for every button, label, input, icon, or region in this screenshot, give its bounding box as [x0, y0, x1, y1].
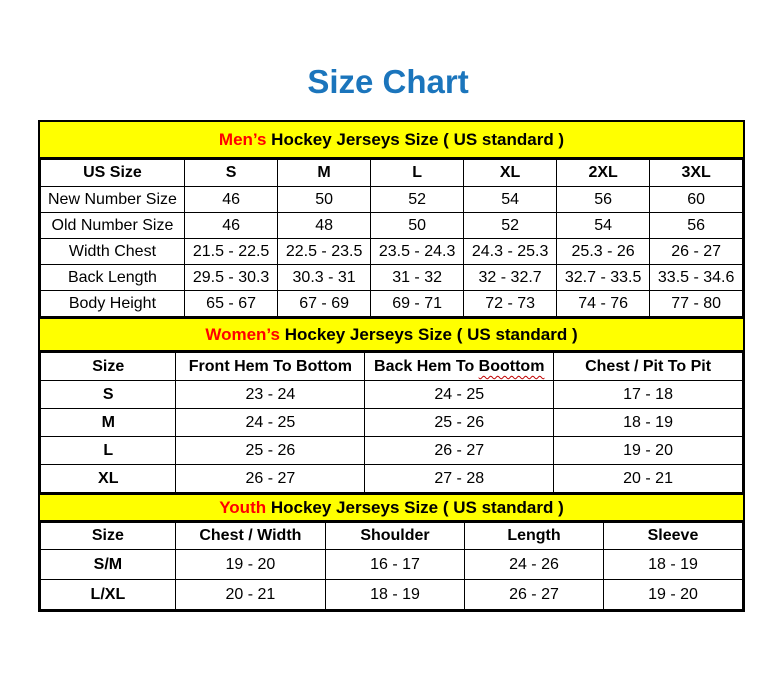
mens-col-header: L — [370, 160, 463, 187]
mens-cell: 29.5 - 30.3 — [184, 265, 277, 291]
womens-cell: 18 - 19 — [554, 409, 743, 437]
womens-row — [41, 437, 743, 465]
mens-cell: 69 - 71 — [370, 291, 463, 317]
youth-section — [40, 493, 743, 610]
youth-cell: 16 - 17 — [326, 550, 465, 580]
youth-cell: 18 - 19 — [326, 580, 465, 610]
womens-row — [41, 465, 743, 493]
mens-cell: 54 — [464, 187, 557, 213]
womens-row — [41, 381, 743, 409]
mens-cell: 77 - 80 — [650, 291, 743, 317]
size-chart-page — [0, 64, 776, 612]
mens-row — [41, 213, 743, 239]
womens-cell: 24 - 25 — [176, 409, 365, 437]
youth-col-header: Length — [464, 523, 603, 550]
mens-col-header: 3XL — [650, 160, 743, 187]
mens-cell: 52 — [464, 213, 557, 239]
womens-row-label: S — [41, 381, 176, 409]
womens-section — [40, 317, 743, 493]
womens-row-label: XL — [41, 465, 176, 493]
mens-table — [40, 159, 743, 317]
mens-row-label: Old Number Size — [41, 213, 185, 239]
mens-banner-highlight: Men’s — [218, 129, 267, 149]
mens-col-header: M — [278, 160, 371, 187]
mens-cell: 67 - 69 — [278, 291, 371, 317]
mens-cell: 23.5 - 24.3 — [370, 239, 463, 265]
mens-cell: 24.3 - 25.3 — [464, 239, 557, 265]
mens-cell: 25.3 - 26 — [556, 239, 649, 265]
womens-cell: 17 - 18 — [554, 381, 743, 409]
size-chart-tables — [38, 120, 745, 612]
womens-banner — [40, 317, 743, 352]
mens-row-label: Body Height — [41, 291, 185, 317]
mens-row — [41, 239, 743, 265]
womens-row-label: L — [41, 437, 176, 465]
mens-cell: 21.5 - 22.5 — [184, 239, 277, 265]
mens-cell: 31 - 32 — [370, 265, 463, 291]
mens-col-header: XL — [464, 160, 557, 187]
womens-table — [40, 352, 743, 493]
mens-cell: 32.7 - 33.5 — [556, 265, 649, 291]
mens-cell: 74 - 76 — [556, 291, 649, 317]
misspelled-word: Boottom — [478, 357, 545, 375]
womens-cell: 20 - 21 — [554, 465, 743, 493]
youth-col-header: Chest / Width — [175, 523, 325, 550]
womens-cell: 27 - 28 — [365, 465, 554, 493]
mens-cell: 52 — [370, 187, 463, 213]
mens-cell: 32 - 32.7 — [464, 265, 557, 291]
youth-cell: 26 - 27 — [464, 580, 603, 610]
youth-col-header: Size — [41, 523, 176, 550]
womens-row-label: M — [41, 409, 176, 437]
youth-cell: 18 - 19 — [603, 550, 742, 580]
youth-row — [41, 580, 743, 610]
youth-row-label: L/XL — [41, 580, 176, 610]
mens-cell: 56 — [650, 213, 743, 239]
youth-col-header: Shoulder — [326, 523, 465, 550]
mens-header-row — [41, 160, 743, 187]
mens-cell: 65 - 67 — [184, 291, 277, 317]
mens-row — [41, 265, 743, 291]
mens-cell: 33.5 - 34.6 — [650, 265, 743, 291]
youth-cell: 20 - 21 — [175, 580, 325, 610]
womens-header-row — [41, 353, 743, 381]
womens-col-header: Back Hem To Boottom — [365, 353, 554, 381]
womens-col-header: Front Hem To Bottom — [176, 353, 365, 381]
mens-cell: 54 — [556, 213, 649, 239]
womens-cell: 19 - 20 — [554, 437, 743, 465]
womens-cell: 25 - 26 — [176, 437, 365, 465]
youth-row — [41, 550, 743, 580]
mens-cell: 46 — [184, 187, 277, 213]
mens-col-header: 2XL — [556, 160, 649, 187]
mens-cell: 50 — [370, 213, 463, 239]
mens-row — [41, 187, 743, 213]
mens-row-label: Back Length — [41, 265, 185, 291]
womens-cell: 23 - 24 — [176, 381, 365, 409]
womens-banner-text: Hockey Jerseys Size ( US standard ) — [279, 324, 578, 344]
mens-row-label: New Number Size — [41, 187, 185, 213]
youth-cell: 24 - 26 — [464, 550, 603, 580]
mens-cell: 26 - 27 — [650, 239, 743, 265]
mens-cell: 56 — [556, 187, 649, 213]
womens-cell: 24 - 25 — [365, 381, 554, 409]
youth-row-label: S/M — [41, 550, 176, 580]
youth-banner-highlight: Youth — [219, 497, 267, 517]
mens-cell: 50 — [278, 187, 371, 213]
mens-banner-text: Hockey Jerseys Size ( US standard ) — [266, 129, 565, 149]
youth-col-header: Sleeve — [603, 523, 742, 550]
mens-cell: 46 — [184, 213, 277, 239]
womens-cell: 26 - 27 — [176, 465, 365, 493]
youth-banner-text: Hockey Jerseys Size ( US standard ) — [266, 497, 564, 517]
mens-section — [40, 122, 743, 317]
mens-cell: 22.5 - 23.5 — [278, 239, 371, 265]
mens-row — [41, 291, 743, 317]
mens-row-label: Width Chest — [41, 239, 185, 265]
womens-cell: 26 - 27 — [365, 437, 554, 465]
mens-cell: 30.3 - 31 — [278, 265, 371, 291]
mens-cell: 48 — [278, 213, 371, 239]
mens-cell: 60 — [650, 187, 743, 213]
mens-cell: 72 - 73 — [464, 291, 557, 317]
mens-banner — [40, 122, 743, 159]
womens-row — [41, 409, 743, 437]
youth-header-row — [41, 523, 743, 550]
youth-cell: 19 - 20 — [175, 550, 325, 580]
womens-col-header: Size — [41, 353, 176, 381]
womens-banner-highlight: Women’s — [205, 324, 280, 344]
mens-col-header: S — [184, 160, 277, 187]
youth-table — [40, 522, 743, 610]
womens-col-header: Chest / Pit To Pit — [554, 353, 743, 381]
womens-cell: 25 - 26 — [365, 409, 554, 437]
youth-cell: 19 - 20 — [603, 580, 742, 610]
page-title: Size Chart — [307, 63, 469, 100]
youth-banner — [40, 493, 743, 522]
mens-col-header: US Size — [41, 160, 185, 187]
